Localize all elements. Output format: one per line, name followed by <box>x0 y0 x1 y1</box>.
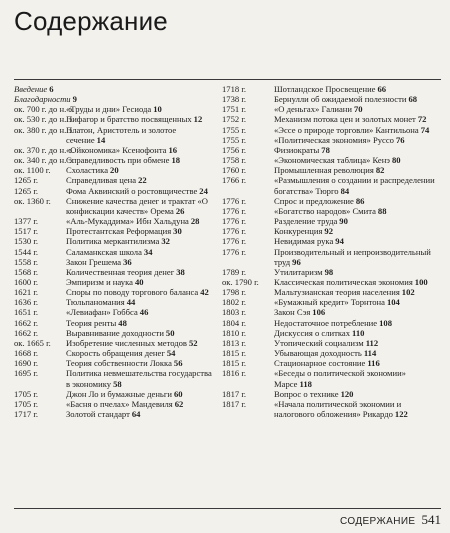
toc-entry-page: 104 <box>386 297 400 308</box>
toc-entry-title: Невидимая рука <box>274 236 334 247</box>
toc-entry-date: 1662 г. <box>14 317 39 328</box>
toc-entry-page: 20 <box>110 165 119 176</box>
toc-entry-title: «Беседы о политической экономии» Марсе <box>274 368 406 389</box>
toc-entry-title: Стационарное состояние <box>274 358 366 369</box>
toc-entry[interactable] <box>222 104 442 114</box>
toc-entry-date: ок. 380 г. до н. э. <box>14 124 75 135</box>
toc-entry-page: 100 <box>414 276 428 287</box>
toc-entry-title: «Богатство народов» Смита <box>274 205 376 216</box>
toc-entry-page: 86 <box>355 195 365 206</box>
front-matter-list <box>14 84 217 104</box>
toc-entry-date: 1804 г. <box>222 317 247 328</box>
toc-entry-date: 1651 г. <box>14 307 39 318</box>
toc-entry[interactable] <box>222 247 442 267</box>
page-number: 541 <box>421 512 441 527</box>
toc-entry-page: 96 <box>292 256 301 267</box>
toc-entry-page: 102 <box>401 287 415 298</box>
toc-entry-date: 1690 г. <box>14 358 39 369</box>
toc-entry[interactable] <box>222 328 442 338</box>
toc-entry-title: «Экономическая таблица» Кенэ <box>274 155 390 166</box>
toc-entry-page: 40 <box>134 276 144 287</box>
toc-entry-title: Закон Грешема <box>66 256 122 267</box>
toc-entry-page: 66 <box>377 84 387 94</box>
header-rule <box>14 79 441 80</box>
toc-entry-date: 1815 г. <box>222 358 247 369</box>
toc-entry-page: 28 <box>190 216 200 227</box>
toc-entry[interactable] <box>14 358 217 368</box>
toc-entry[interactable] <box>14 175 217 185</box>
toc-entry[interactable] <box>14 94 217 104</box>
toc-entry[interactable] <box>222 287 442 297</box>
toc-entry[interactable] <box>14 399 217 409</box>
toc-entry-title: Эмпиризм и наука <box>66 276 133 287</box>
toc-entry-date: 1802 г. <box>222 297 247 308</box>
toc-entry-page: 6 <box>49 84 54 94</box>
toc-entry[interactable] <box>222 348 442 358</box>
toc-entry[interactable] <box>14 145 217 155</box>
toc-entry-date: 1717 г. <box>14 409 39 419</box>
toc-entry-title: Теория ренты <box>66 317 117 328</box>
toc-entry[interactable] <box>222 135 442 145</box>
toc-column-right <box>222 84 442 419</box>
toc-entry-title: Недостаточное потребление <box>274 317 378 328</box>
toc-entry-title: Политика меркантилизма <box>66 236 160 247</box>
toc-entry-title: Шотландское Просвещение <box>274 84 376 94</box>
toc-entry-date: 1755 г. <box>222 124 247 135</box>
toc-entry-date: 1636 г. <box>14 297 39 308</box>
toc-entry-title: Количественная теория денег <box>66 266 175 277</box>
toc-entry-page: 30 <box>173 226 182 237</box>
toc-entry-page: 52 <box>189 337 198 348</box>
toc-entry-date: 1816 г. <box>222 368 247 379</box>
toc-entry-title: «Басня о пчелах» Мандевиля <box>66 398 173 409</box>
toc-entry-title: Дискуссия о слитках <box>274 327 351 338</box>
toc-entry-title: Промышленная революция <box>274 165 374 176</box>
toc-entry-date: 1752 г. <box>222 114 247 125</box>
toc-entry-date: 1766 г. <box>222 175 247 186</box>
toc-entry-title: Снижение качества денег и трактат «О конфискации качеств» Орема <box>66 195 208 216</box>
toc-entry[interactable] <box>14 257 217 267</box>
toc-entry-page: 34 <box>143 246 153 257</box>
toc-entry[interactable] <box>222 145 442 155</box>
toc-entry-date: 1517 г. <box>14 226 39 237</box>
toc-entry-page: 116 <box>367 358 380 369</box>
toc-entry-page: 68 <box>408 94 418 105</box>
toc-entry-title: Теория собственности Локка <box>66 358 172 369</box>
toc-entry-page: 94 <box>335 236 344 247</box>
toc-entry-page: 26 <box>175 205 185 216</box>
toc-entry-page: 106 <box>312 307 326 318</box>
toc-entry-date: 1817 г. <box>222 388 247 399</box>
toc-entry[interactable] <box>222 236 442 246</box>
toc-entry-page: 48 <box>118 317 127 328</box>
toc-entry[interactable] <box>14 196 217 216</box>
toc-entry-title: Благодарности <box>14 94 71 105</box>
toc-entry[interactable] <box>14 348 217 358</box>
toc-entry-title: Механизм потока цен и золотых монет <box>274 114 416 125</box>
toc-entry[interactable] <box>14 267 217 277</box>
toc-entry-page: 42 <box>200 287 209 298</box>
toc-entry-page: 64 <box>131 409 141 419</box>
toc-entry[interactable] <box>222 226 442 236</box>
toc-entry-date: 1568 г. <box>14 266 39 277</box>
toc-entry-page: 112 <box>365 337 379 348</box>
toc-entry-date: 1755 г. <box>222 134 247 145</box>
toc-entry-title: «Бумажный кредит» Торнтона <box>274 297 385 308</box>
toc-entry-date: 1265 г. <box>14 185 39 196</box>
toc-entry-page: 110 <box>352 327 365 338</box>
toc-entry-page: 12 <box>193 114 203 125</box>
toc-entry[interactable] <box>14 186 217 196</box>
toc-entry-page: 88 <box>377 205 387 216</box>
toc-entry-date: 1738 г. <box>222 94 247 105</box>
toc-entry-page: 80 <box>392 155 401 166</box>
toc-entry-title: Справедливая цена <box>66 175 137 186</box>
toc-entry-page: 76 <box>395 134 405 145</box>
toc-entry-date: 1776 г. <box>222 216 247 227</box>
toc-entry[interactable] <box>14 216 217 226</box>
toc-entry-date: 1789 г. <box>222 266 247 277</box>
toc-entry-title: Справедливость при обмене <box>66 155 170 166</box>
toc-entry-page: 92 <box>324 226 334 237</box>
toc-entry[interactable] <box>14 277 217 287</box>
toc-entry-page: 118 <box>299 378 312 389</box>
toc-entry-title: Мальтузианская теория населения <box>274 287 400 298</box>
toc-entry-page: 50 <box>165 327 175 338</box>
toc-entry-title: Тюльпаномания <box>66 297 125 308</box>
toc-entry-title: «О деньгах» Галиани <box>274 104 352 115</box>
toc-entry-date: 1810 г. <box>222 327 247 338</box>
toc-entry[interactable] <box>14 125 217 145</box>
toc-entry-title: Утилитаризм <box>274 266 323 277</box>
toc-entry-title: Утопический социализм <box>274 337 364 348</box>
toc-entry-title: Золотой стандарт <box>66 409 130 419</box>
toc-entry-title: «Труды и дни» Гесиода <box>66 104 152 115</box>
toc-entry-title: «Левиафан» Гоббса <box>66 307 138 318</box>
toc-entry[interactable] <box>222 196 442 206</box>
toc-entry[interactable] <box>222 277 442 287</box>
running-footer-label: СОДЕРЖАНИЕ <box>339 516 416 527</box>
toc-entry[interactable] <box>222 297 442 307</box>
toc-entry[interactable] <box>222 338 442 348</box>
toc-entry-date: 1695 г. <box>14 368 39 379</box>
toc-entry[interactable] <box>222 389 442 399</box>
toc-column-left <box>14 84 217 419</box>
toc-entry-date: 1668 г. <box>14 348 39 359</box>
page-title: Содержание <box>14 6 168 36</box>
toc-entry-date: 1621 г. <box>14 287 39 298</box>
toc-entry-title: Протестантская Реформация <box>66 226 172 237</box>
toc-entry-page: 78 <box>321 144 330 155</box>
toc-entry-title: Скорость обращения денег <box>66 348 165 359</box>
toc-entry-page: 82 <box>375 165 385 176</box>
toc-entry-date: 1776 г. <box>222 236 247 247</box>
toc-entry-page: 114 <box>363 348 377 359</box>
toc-entry[interactable] <box>222 165 442 175</box>
toc-entry-date: 1813 г. <box>222 337 247 348</box>
toc-entry-date: 1265 г. <box>14 175 39 186</box>
toc-entry-title: «Эссе о природе торговли» Кантильона <box>274 124 419 135</box>
toc-entry-page: 122 <box>394 409 408 419</box>
toc-entry-page: 54 <box>166 348 176 359</box>
toc-entry-date: ок. 1100 г. <box>14 165 51 176</box>
toc-entry[interactable] <box>222 318 442 328</box>
running-footer <box>340 512 441 528</box>
toc-entry-title: Вопрос о технике <box>274 388 339 399</box>
toc-entry-page: 32 <box>161 236 170 247</box>
toc-entry[interactable] <box>14 114 217 124</box>
toc-entry-date: 1798 г. <box>222 287 247 298</box>
toc-entry-page: 84 <box>340 185 350 196</box>
toc-entry-title: «Политическая экономия» Руссо <box>274 134 394 145</box>
toc-entry[interactable] <box>14 307 217 317</box>
toc-entry-title: Классическая политическая экономия <box>274 276 413 287</box>
toc-entry-date: 1558 г. <box>14 256 39 267</box>
toc-entry[interactable] <box>222 125 442 135</box>
toc-entry-title: Конкуренция <box>274 226 323 237</box>
toc-entry-title: Платон, Аристотель и золотое сечение <box>66 124 177 145</box>
toc-entry-page: 56 <box>173 358 183 369</box>
toc-list-left <box>14 104 217 419</box>
toc-entry-title: «Начала политической экономии и налогового обложения» Рикардо <box>274 398 402 419</box>
toc-entry-title: Схоластика <box>66 165 109 176</box>
toc-entry[interactable] <box>14 368 217 388</box>
toc-entry-date: 1776 г. <box>222 246 247 257</box>
toc-entry-date: 1803 г. <box>222 307 247 318</box>
toc-entry-page: 120 <box>340 388 354 399</box>
toc-entry-title: Производительный и непроизводительный труд <box>274 246 431 267</box>
toc-entry-title: Фома Аквинский о ростовщичестве <box>66 185 198 196</box>
toc-entry[interactable] <box>222 307 442 317</box>
toc-entry[interactable] <box>14 287 217 297</box>
toc-entry[interactable] <box>14 165 217 175</box>
toc-entry-date: 1760 г. <box>222 165 247 176</box>
toc-entry-date: ок. 370 г. до н. э. <box>14 144 75 155</box>
toc-entry-title: Убывающая доходность <box>274 348 362 359</box>
toc-entry[interactable] <box>222 216 442 226</box>
toc-entry[interactable] <box>222 114 442 124</box>
toc-entry[interactable] <box>14 247 217 257</box>
toc-entry-date: ок. 1790 г. <box>222 276 259 287</box>
toc-entry[interactable] <box>222 84 442 94</box>
toc-entry-page: 18 <box>171 155 181 166</box>
toc-entry-date: 1817 г. <box>222 398 247 409</box>
toc-entry[interactable] <box>222 175 442 195</box>
toc-entry[interactable] <box>14 338 217 348</box>
toc-entry-page: 16 <box>168 144 178 155</box>
toc-entry[interactable] <box>222 267 442 277</box>
toc-entry[interactable] <box>14 389 217 399</box>
toc-entry-date: 1544 г. <box>14 246 39 257</box>
toc-list-right <box>222 84 442 419</box>
toc-entry-date: 1530 г. <box>14 236 39 247</box>
toc-entry-date: ок. 1360 г. <box>14 195 51 206</box>
toc-entry[interactable] <box>14 226 217 236</box>
toc-entry-date: 1756 г. <box>222 144 247 155</box>
footer-rule <box>14 508 441 509</box>
toc-entry-title: Спрос и предложение <box>274 195 354 206</box>
toc-entry-title: Бернулли об ожидаемой полезности <box>274 94 407 105</box>
toc-entry-title: «Размышления о создании и распределении богатства» Тюрго <box>274 175 435 196</box>
toc-entry-page: 14 <box>96 134 106 145</box>
toc-entry-date: 1377 г. <box>14 216 39 227</box>
toc-entry-page: 98 <box>324 266 334 277</box>
toc-entry-date: 1815 г. <box>222 348 247 359</box>
toc-entry-title: Разделение труда <box>274 216 338 227</box>
toc-entry-date: 1758 г. <box>222 155 247 166</box>
toc-entry-page: 72 <box>417 114 427 125</box>
toc-entry-page: 24 <box>199 185 208 196</box>
toc-entry[interactable] <box>14 155 217 165</box>
toc-entry[interactable] <box>222 206 442 216</box>
toc-entry-title: Саламанкская школа <box>66 246 142 257</box>
toc-entry-date: 1776 г. <box>222 195 247 206</box>
toc-entry-page: 62 <box>174 398 184 409</box>
toc-entry-title: «Ойкономика» Ксенофонта <box>66 144 167 155</box>
toc-entry-title: Закон Сэя <box>274 307 311 318</box>
toc-entry-title: Введение <box>14 84 48 94</box>
toc-entry[interactable] <box>14 328 217 338</box>
toc-entry[interactable] <box>14 318 217 328</box>
toc-entry-title: Изобретение численных методов <box>66 337 187 348</box>
toc-entry-page: 74 <box>420 124 430 135</box>
toc-entry-page: 10 <box>153 104 162 115</box>
toc-entry-page: 60 <box>173 388 183 399</box>
toc-entry-title: Физиократы <box>274 144 320 155</box>
toc-entry[interactable] <box>14 236 217 246</box>
toc-entry-page: 46 <box>139 307 149 318</box>
toc-entry-title: «Аль-Мукаддима» Ибн Хальдуна <box>66 216 189 227</box>
toc-entry-date: 1705 г. <box>14 398 39 409</box>
toc-entry-date: ок. 530 г. до н. э. <box>14 114 75 125</box>
toc-entry[interactable] <box>14 297 217 307</box>
toc-entry-title: Пифагор и братство посвященных <box>66 114 192 125</box>
toc-entry-date: ок. 1665 г. <box>14 337 51 348</box>
toc-entry[interactable] <box>222 358 442 368</box>
toc-entry-page: 70 <box>353 104 363 115</box>
toc-entry-title: Джон Ло и бумажные деньги <box>66 388 172 399</box>
toc-entry-title: Выравнивание доходности <box>66 327 164 338</box>
toc-entry-page: 108 <box>379 317 392 328</box>
toc-entry-date: ок. 340 г. до н. э. <box>14 155 75 166</box>
toc-entry-page: 90 <box>339 216 348 227</box>
toc-entry-title: Политика невмешательства государства в экономику <box>66 368 212 389</box>
toc-entry-date: 1751 г. <box>222 104 247 115</box>
toc-entry-page: 38 <box>176 266 185 277</box>
toc-entry-page: 58 <box>113 378 122 389</box>
toc-entry-page: 9 <box>72 94 77 105</box>
toc-entry[interactable] <box>222 399 442 419</box>
toc-entry[interactable] <box>14 409 217 419</box>
toc-entry[interactable] <box>222 368 442 388</box>
toc-entry-date: ок. 700 г. до н. э. <box>14 104 75 115</box>
toc-entry-date: 1776 г. <box>222 205 247 216</box>
toc-entry-date: 1776 г. <box>222 226 247 237</box>
toc-entry-page: 44 <box>126 297 136 308</box>
toc-entry-date: 1705 г. <box>14 388 39 399</box>
toc-entry[interactable] <box>14 84 217 94</box>
toc-entry[interactable] <box>222 94 442 104</box>
toc-entry-title: Споры по поводу торгового баланса <box>66 287 199 298</box>
toc-entry-page: 22 <box>138 175 147 186</box>
toc-entry-date: 1718 г. <box>222 84 247 94</box>
toc-entry[interactable] <box>14 104 217 114</box>
toc-entry-page: 36 <box>123 256 132 267</box>
toc-entry-date: 1600 г. <box>14 276 39 287</box>
toc-entry[interactable] <box>222 155 442 165</box>
toc-entry-date: 1662 г. <box>14 327 39 338</box>
